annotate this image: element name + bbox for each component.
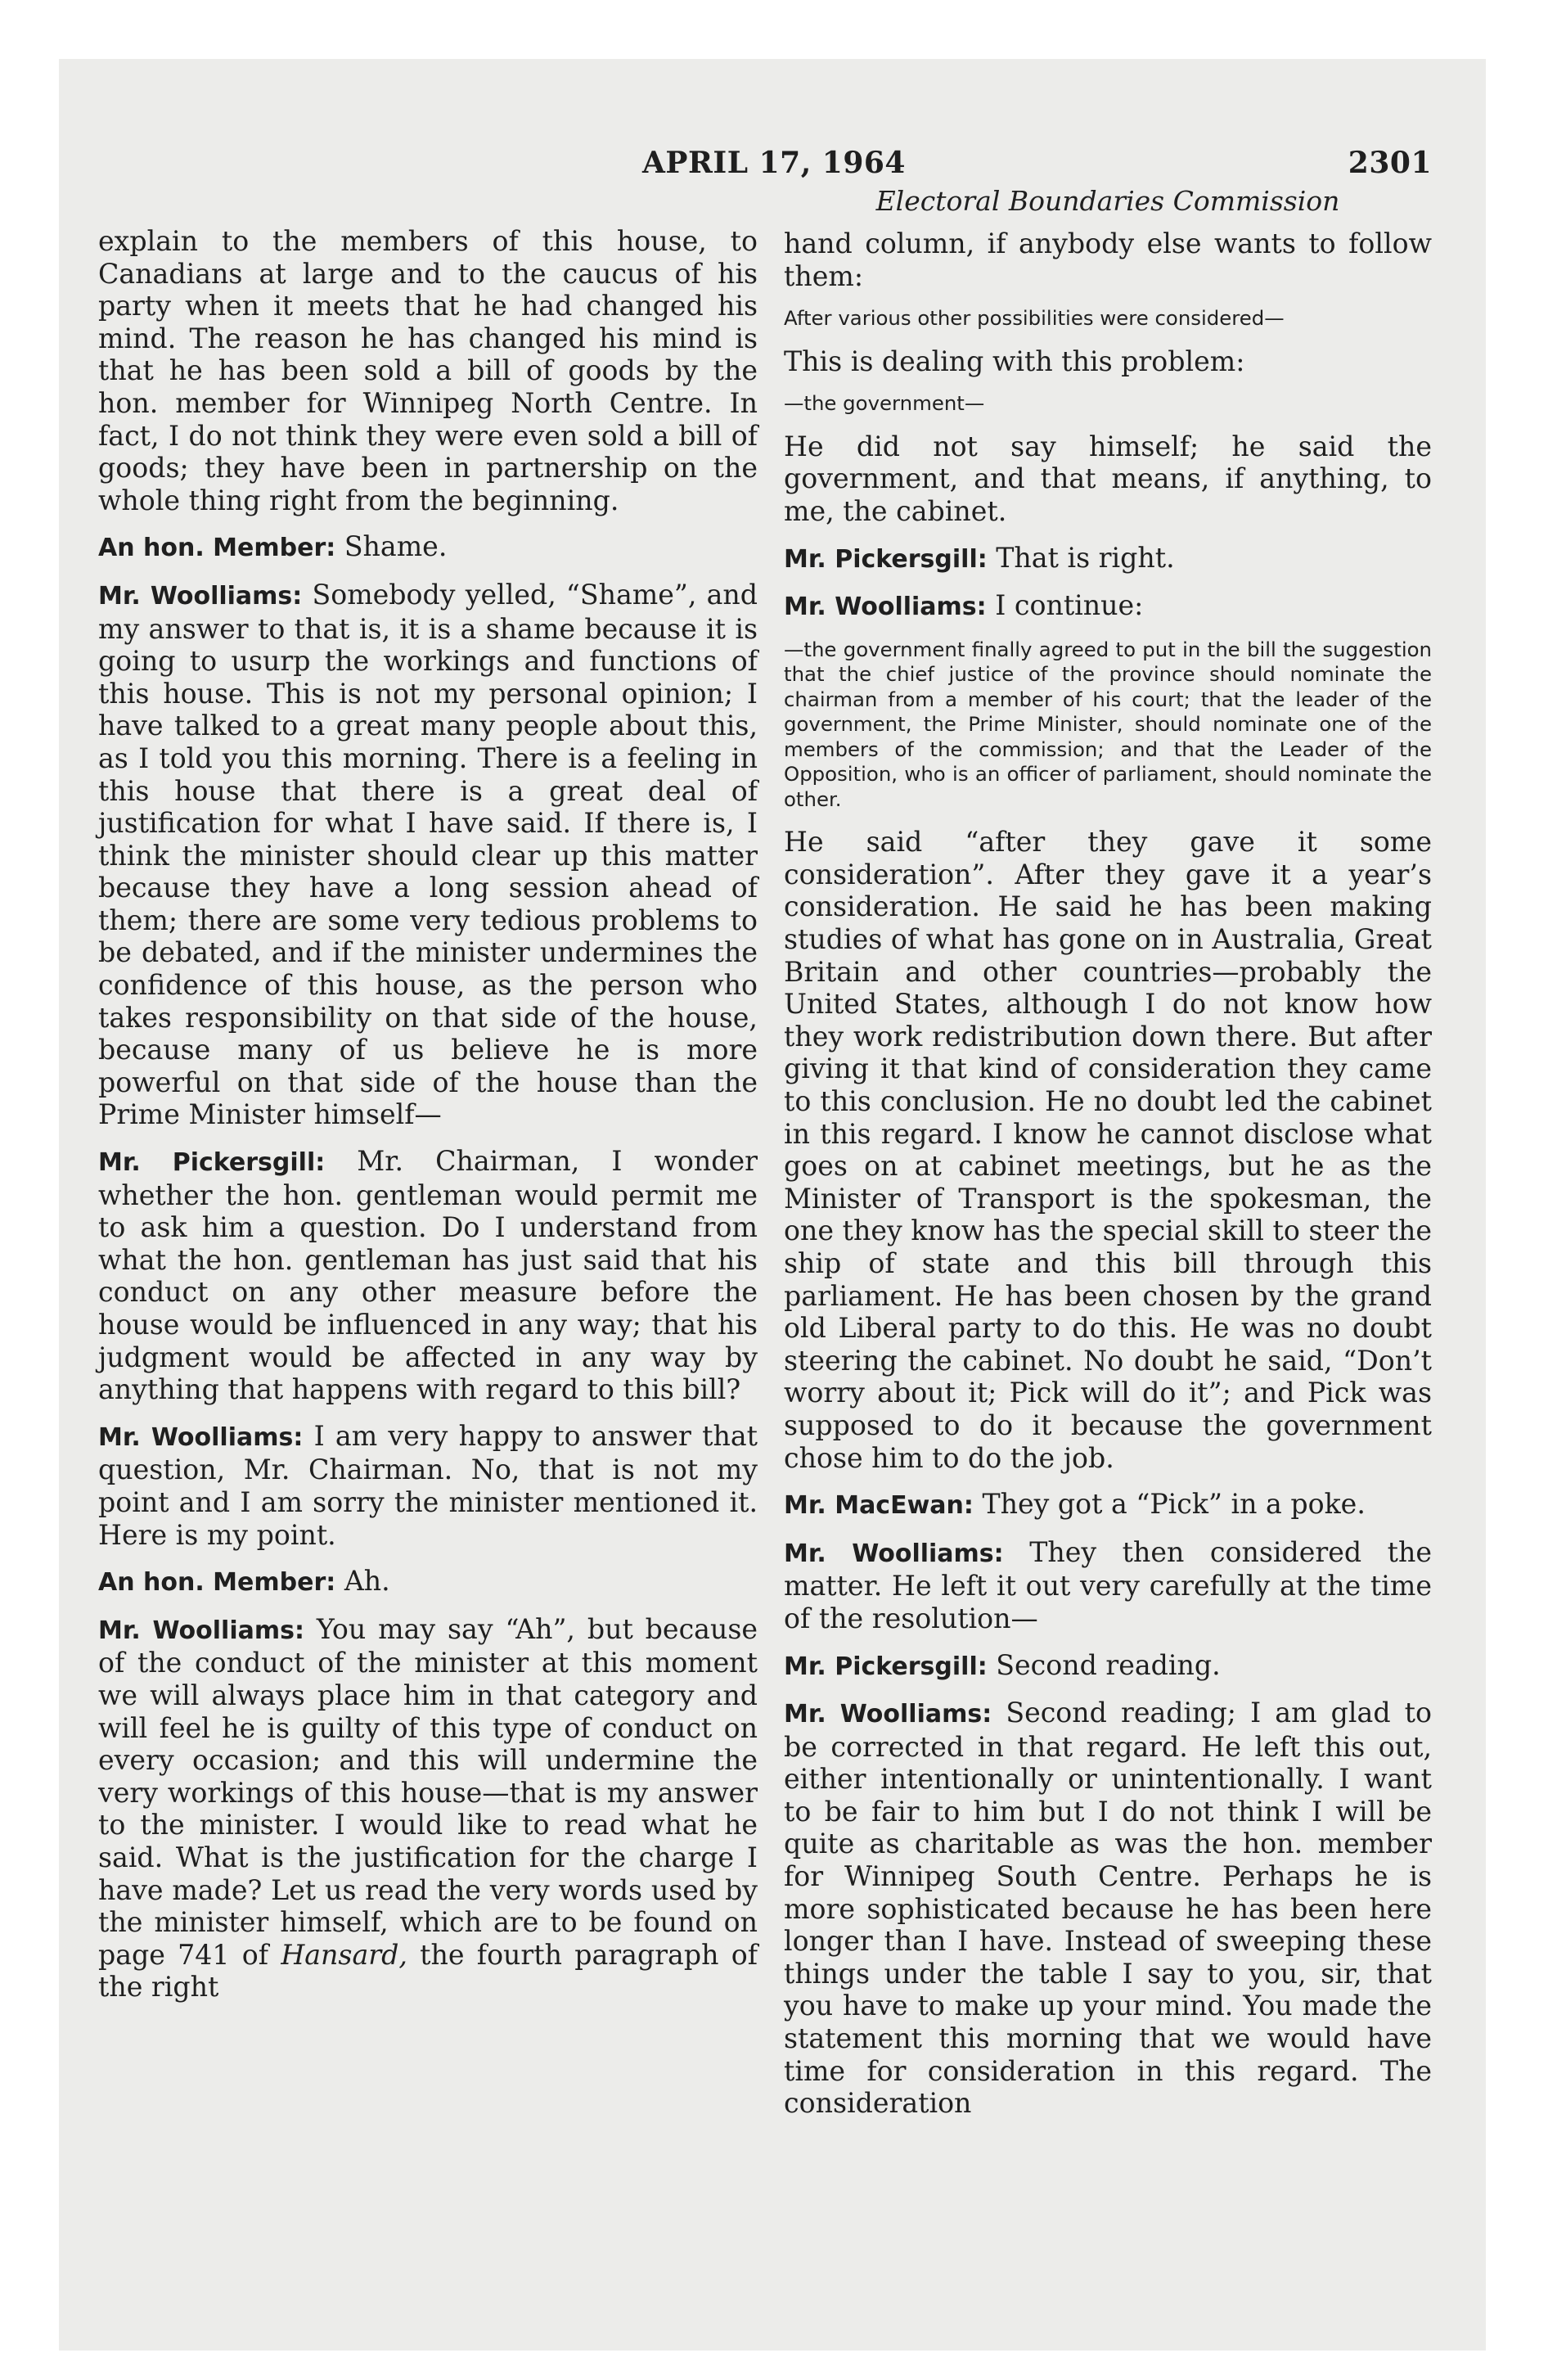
quoted-text: After various other possibilities were considered— (784, 306, 1285, 331)
speaker-name: Mr. Woolliams: (98, 581, 303, 611)
speech-text: They got a “Pick” in a poke. (973, 1488, 1366, 1521)
paragraph (784, 1536, 1432, 1635)
speech-text: Second reading; I am glad to be corrected in that regard. He left this out, either intentionally or unintentionally. I want to be fair to him but I do not think I will be quite as charitable as was the hon. member for Winnipeg South Centre. Perhaps he is more sophisticated because he has been here longer than I have. Instead of sweeping these things under the table I say to you, sir, that you have to make up your mind. You made the statement this morning that we would have time for consideration in this regard. The consideration (784, 1697, 1432, 2120)
section-subtitle: Electoral Boundaries Commission (875, 185, 1340, 217)
speaker-name: Mr. Pickersgill: (784, 544, 988, 574)
speaker-name: Mr. Pickersgill: (98, 1148, 326, 1178)
paragraph (784, 589, 1432, 624)
speaker-name: Mr. Woolliams: (784, 1700, 992, 1729)
speech-text: They then considered the matter. He left it out very carefully at the time of the resolution— (784, 1535, 1432, 1634)
left-column (98, 225, 758, 2017)
speaker-name: Mr. MacEwan: (784, 1491, 974, 1521)
speech-text: Shame. (335, 530, 448, 563)
paragraph (98, 1565, 758, 1599)
paragraph: He did not say himself; he said the government, and that means, if anything, to me, the cabinet. (784, 430, 1432, 527)
speaker-name: Mr. Woolliams: (784, 593, 987, 622)
speech-text: I continue: (986, 589, 1144, 622)
page-number: 2301 (1348, 146, 1432, 180)
italic-title: Hansard, (281, 1938, 407, 1971)
speech-text: You may say “Ah”, but because of the conduct of the minister at this moment we will always place him in that category and will feel he is guilty of this type of conduct on every occasion; and this will undermine the very workings of this house—that is my answer to the minister. I would like to read what he said. What is the justification for the charge I have made? Let us read the very words used by the minister himself, which are to be found on page 741 of (98, 1612, 758, 1971)
speech-text: Second reading. (987, 1648, 1221, 1681)
paragraph (784, 1488, 1432, 1522)
speech-text: Mr. Chairman, I wonder whether the hon. gentleman would permit me to ask him a question. Do I understand from what the hon. gentleman has just said that his conduct on any other measure before the house would be influenced in any way; that his judgment would be affected in any way by anything that happens with regard to this bill? (98, 1145, 758, 1406)
paragraph (784, 1697, 1432, 2120)
speaker-name: Mr. Woolliams: (98, 1616, 304, 1645)
speech-text: Ah. (335, 1565, 390, 1598)
paragraph: hand column, if anybody else wants to follow them: (784, 228, 1432, 292)
paragraph (98, 530, 758, 565)
paragraph: He said “after they gave it some consideration”. After they gave it a year’s consideration. He said he has been making studies of what has gone on in Australia, Great Britain and other countries—probably the United States, although I do not know how they work redistribution down there. But after giving it that kind of consideration they came to this conclusion. He no doubt led the cabinet in this regard. I know he cannot disclose what goes on at cabinet meetings, but he as the Minister of Transport is the spokesman, the one they know has the special skill to steer the ship of state and this bill through this parliament. He has been chosen by the grand old Liberal party to do this. He was no doubt steering the cabinet. No doubt he said, “Don’t worry about it; Pick will do it”; and Pick was supposed to do it because the government chose him to do the job. (784, 826, 1432, 1474)
speech-text: That is right. (987, 541, 1175, 574)
speaker-name: An hon. Member: (98, 534, 336, 563)
paragraph: This is dealing with this problem: (784, 345, 1245, 377)
quoted-text: —the government— (784, 391, 985, 416)
page-header (98, 146, 1432, 188)
speaker-name: Mr. Pickersgill: (784, 1652, 988, 1681)
speech-text: the fourth paragraph of the right (98, 1938, 758, 2004)
paragraph: explain to the members of this house, to Canadians at large and to the caucus of his party when it meets that he had changed his mind. The reason he has changed his mind is that he has been sold a bill of goods by the hon. member for Winnipeg North Centre. In fact, I do not think they were even sold a bill of goods; they have been in partnership on the whole thing right from the beginning. (98, 225, 758, 516)
quoted-text: —the government finally agreed to put in the bill the suggestion that the chief justice of the province should nominate the chairman from a member of his court; that the leader of the government, the Prime Minister, should nominate one of the members of the commission; and that the Leader of the Opposition, who is an officer of parliament, should nominate the other. (784, 637, 1432, 811)
paragraph (98, 579, 758, 1131)
paragraph (98, 1613, 758, 2004)
paragraph (784, 1649, 1432, 1684)
paragraph (98, 1420, 758, 1551)
paragraph (784, 542, 1432, 576)
speaker-name: Mr. Woolliams: (98, 1422, 304, 1452)
right-column (784, 228, 1432, 2134)
speaker-name: An hon. Member: (98, 1568, 336, 1598)
speaker-name: Mr. Woolliams: (784, 1539, 1004, 1568)
paragraph (98, 1145, 758, 1406)
speech-text: I am very happy to answer that question, Mr. Chairman. No, that is not my point and I am sorry the minister mentioned it. Here is my point. (98, 1419, 758, 1551)
speech-text: Somebody yelled, “Shame”, and my answer to that is, it is a shame because it is going to usurp the workings and functions of this house. This is not my personal opinion; I have talked to a great many people about this, as I told you this morning. There is a feeling in this house that there is a great deal of justification for what I have said. If there is, I think the minister should clear up this matter because they have a long session ahead of them; there are some very tedious problems to be debated, and if the minister undermines the confidence of this house, as the person who takes responsibility on that side of the house, because many of us believe he is more powerful on that side of the house than the Prime Minister himself— (98, 578, 758, 1131)
header-date: APRIL 17, 1964 (642, 146, 906, 180)
